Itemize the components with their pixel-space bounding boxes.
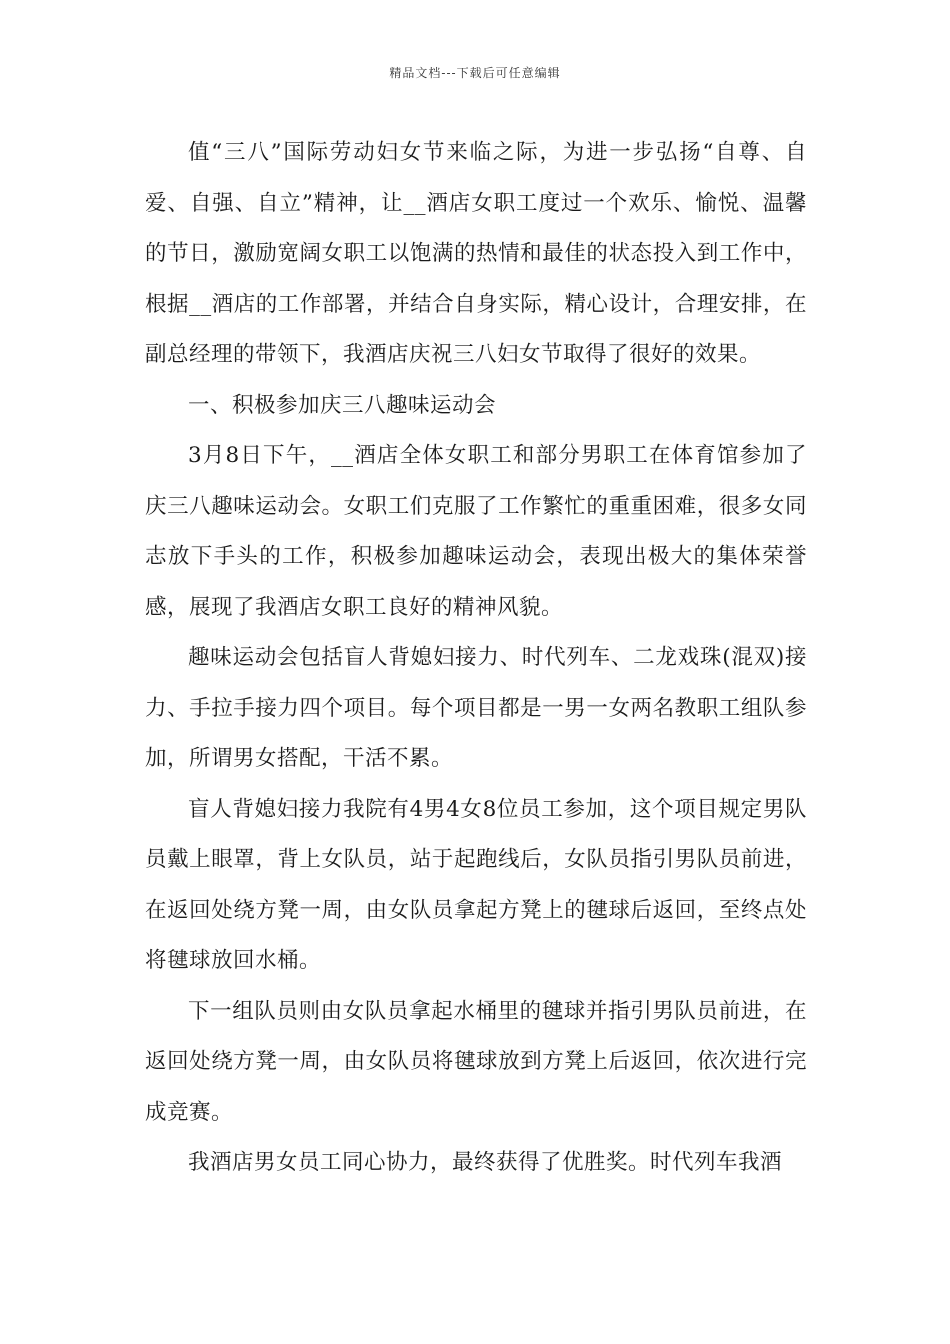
document-body	[145, 128, 807, 1189]
page-header: 精品文档---下载后可任意编辑	[389, 66, 561, 80]
section-heading: 一、积极参加庆三八趣味运动会	[188, 392, 497, 418]
paragraph-next-group: 下一组队员则由女队员拿起水桶里的毽球并指引男队员前进，在返回处绕方凳一周，由女队员将毽球放到方凳上后返回，依次进行完成竞赛。	[145, 998, 807, 1125]
paragraph-result: 我酒店男女员工同心协力，最终获得了优胜奖。时代列车我酒	[188, 1150, 783, 1175]
paragraph-events: 趣味运动会包括盲人背媳妇接力、时代列车、二龙戏珠(混双)接力、手拉手接力四个项目。每个项目都是一男一女两名教职工组队参加，所谓男女搭配，干活不累。	[145, 645, 807, 771]
paragraph-intro: 值“三八”国际劳动妇女节来临之际，为进一步弘扬“自尊、自爱、自强、自立”精神，让__酒店女职工度过一个欢乐、愉悦、温馨的节日，激励宽阔女职工以饱满的热情和最佳的状态投入到工作中，根据__酒店的工作部署，并结合自身实际，精心设计，合理安排，在副总经理的带领下，我酒店庆祝三八妇女节取得了很好的效果。	[145, 140, 807, 367]
paragraph-sports-meeting: 3月8日下午，__酒店全体女职工和部分男职工在体育馆参加了庆三八趣味运动会。女职工们克服了工作繁忙的重重困难，很多女同志放下手头的工作，积极参加趣味运动会，表现出极大的集体荣誉感，展现了我酒店女职工良好的精神风貌。	[145, 443, 807, 620]
paragraph-blind-relay: 盲人背媳妇接力我院有4男4女8位员工参加，这个项目规定男队员戴上眼罩，背上女队员，站于起跑线后，女队员指引男队员前进，在返回处绕方凳一周，由女队员拿起方凳上的毽球后返回，至终点处将毽球放回水桶。	[145, 796, 807, 973]
